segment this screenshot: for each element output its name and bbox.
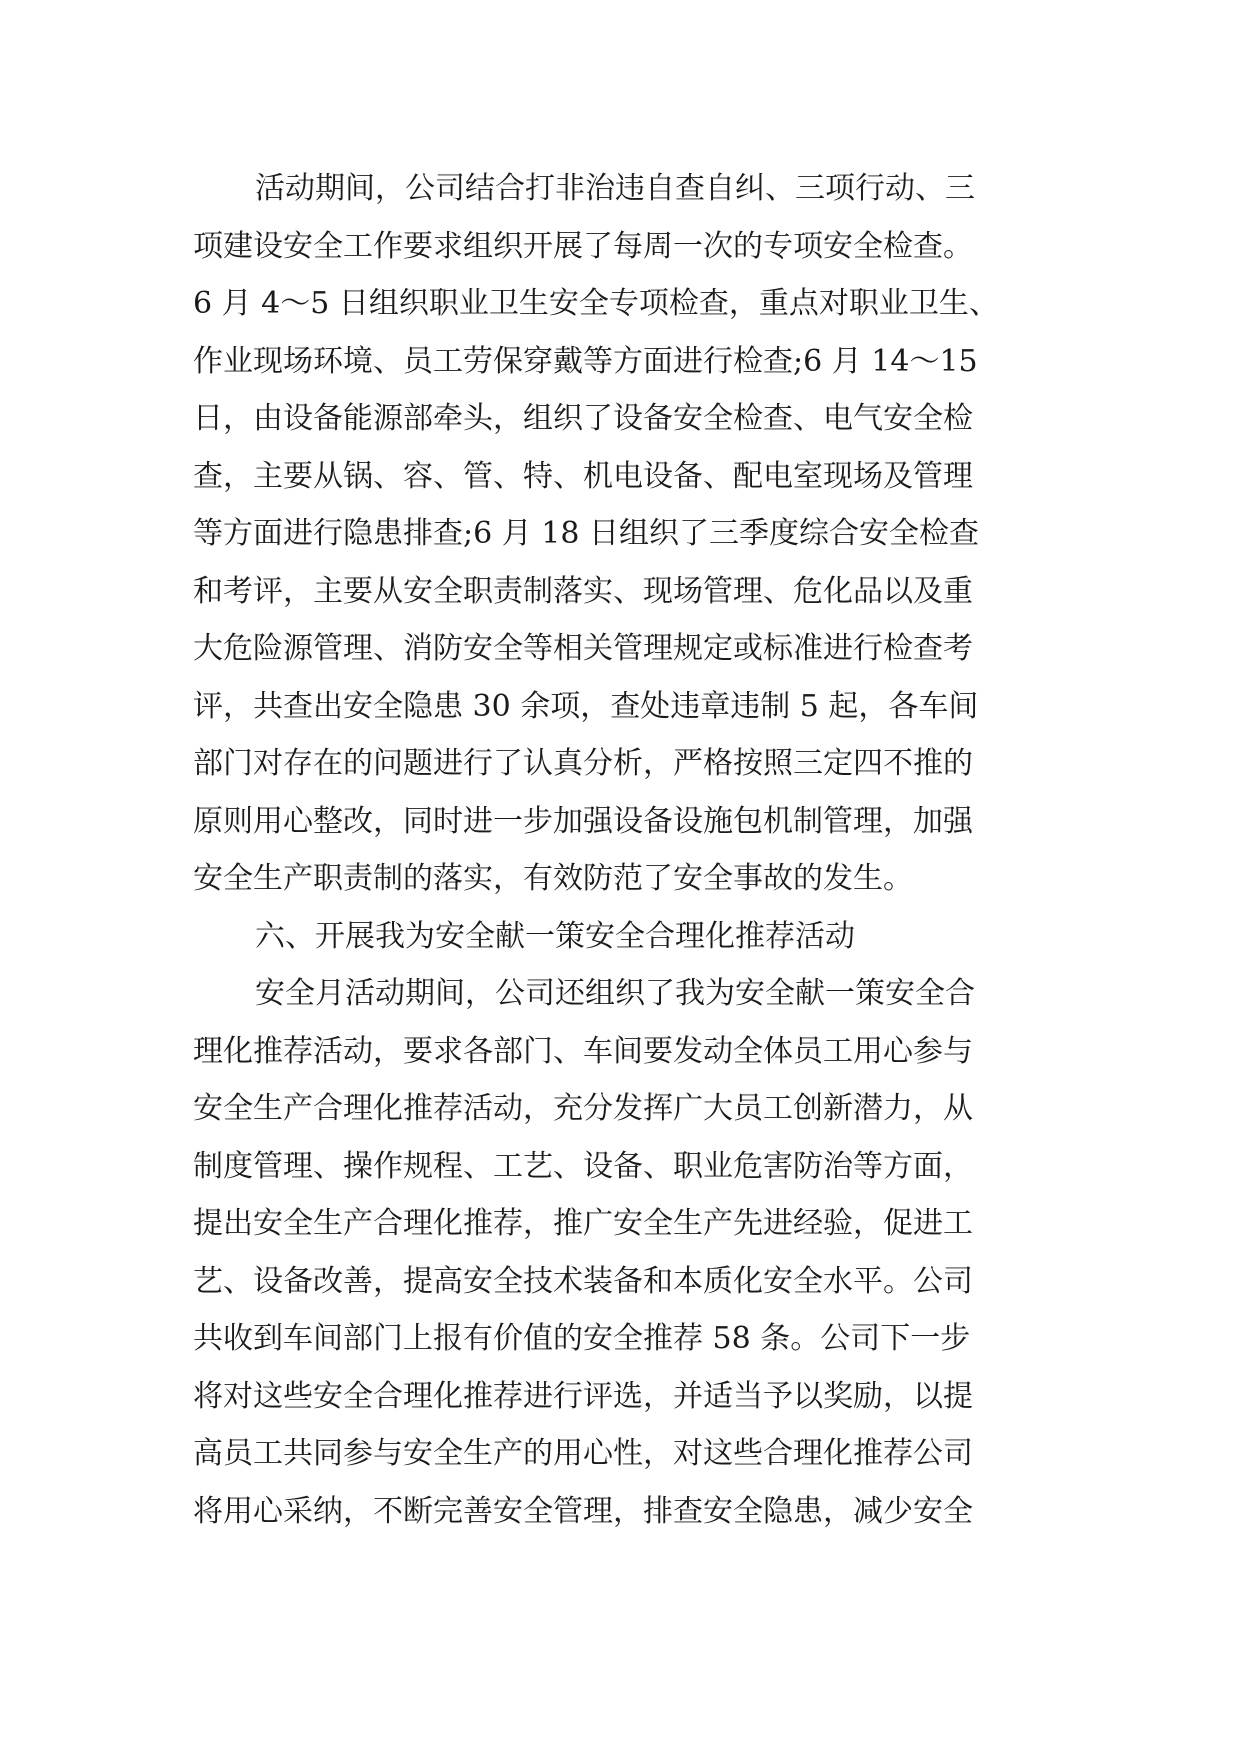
document-body	[193, 160, 1073, 1540]
paragraph-line: 安全月活动期间，公司还组织了我为安全献一策安全合	[255, 976, 975, 1011]
paragraph-line: 作业现场环境、员工劳保穿戴等方面进行检查;6 月 14～15	[193, 343, 978, 379]
paragraph-line: 原则用心整改，同时进一步加强设备设施包机制管理，加强	[193, 803, 973, 839]
paragraph-line: 安全生产合理化推荐活动，充分发挥广大员工创新潜力，从	[193, 1091, 973, 1126]
paragraph-line: 查，主要从锅、容、管、特、机电设备、配电室现场及管理	[193, 458, 973, 494]
paragraph-line: 提出安全生产合理化推荐，推广安全生产先进经验，促进工	[193, 1206, 973, 1241]
paragraph-line: 制度管理、操作规程、工艺、设备、职业危害防治等方面，	[193, 1148, 973, 1184]
paragraph-line: 日，由设备能源部牵头，组织了设备安全检查、电气安全检	[193, 401, 973, 436]
paragraph-line: 6 月 4～5 日组织职业卫生安全专项检查，重点对职业卫生、	[193, 286, 999, 321]
paragraph-line: 大危险源管理、消防安全等相关管理规定或标准进行检查考	[193, 631, 973, 666]
paragraph-line: 高员工共同参与安全生产的用心性，对这些合理化推荐公司	[193, 1436, 973, 1471]
paragraph-line: 部门对存在的问题进行了认真分析，严格按照三定四不推的	[193, 746, 973, 781]
paragraph-line: 评，共查出安全隐患 30 余项，查处违章违制 5 起，各车间	[193, 688, 979, 724]
paragraph-line: 艺、设备改善，提高安全技术装备和本质化安全水平。公司	[193, 1263, 973, 1299]
paragraph-line: 安全生产职责制的落实，有效防范了安全事故的发生。	[193, 861, 913, 896]
paragraph-line: 共收到车间部门上报有价值的安全推荐 58 条。公司下一步	[193, 1321, 971, 1356]
paragraph-line: 等方面进行隐患排查;6 月 18 日组织了三季度综合安全检查	[193, 516, 979, 551]
paragraph-line: 活动期间，公司结合打非治违自查自纠、三项行动、三	[255, 171, 975, 206]
paragraph-line: 将对这些安全合理化推荐进行评选，并适当予以奖励，以提	[193, 1378, 973, 1414]
section-heading: 六、开展我为安全献一策安全合理化推荐活动	[255, 918, 855, 954]
paragraph-line: 理化推荐活动，要求各部门、车间要发动全体员工用心参与	[193, 1033, 973, 1069]
paragraph-line: 和考评，主要从安全职责制落实、现场管理、危化品以及重	[193, 573, 973, 609]
paragraph-line: 项建设安全工作要求组织开展了每周一次的专项安全检查。	[193, 228, 973, 264]
paragraph-line: 将用心采纳，不断完善安全管理，排查安全隐患，减少安全	[193, 1493, 973, 1529]
